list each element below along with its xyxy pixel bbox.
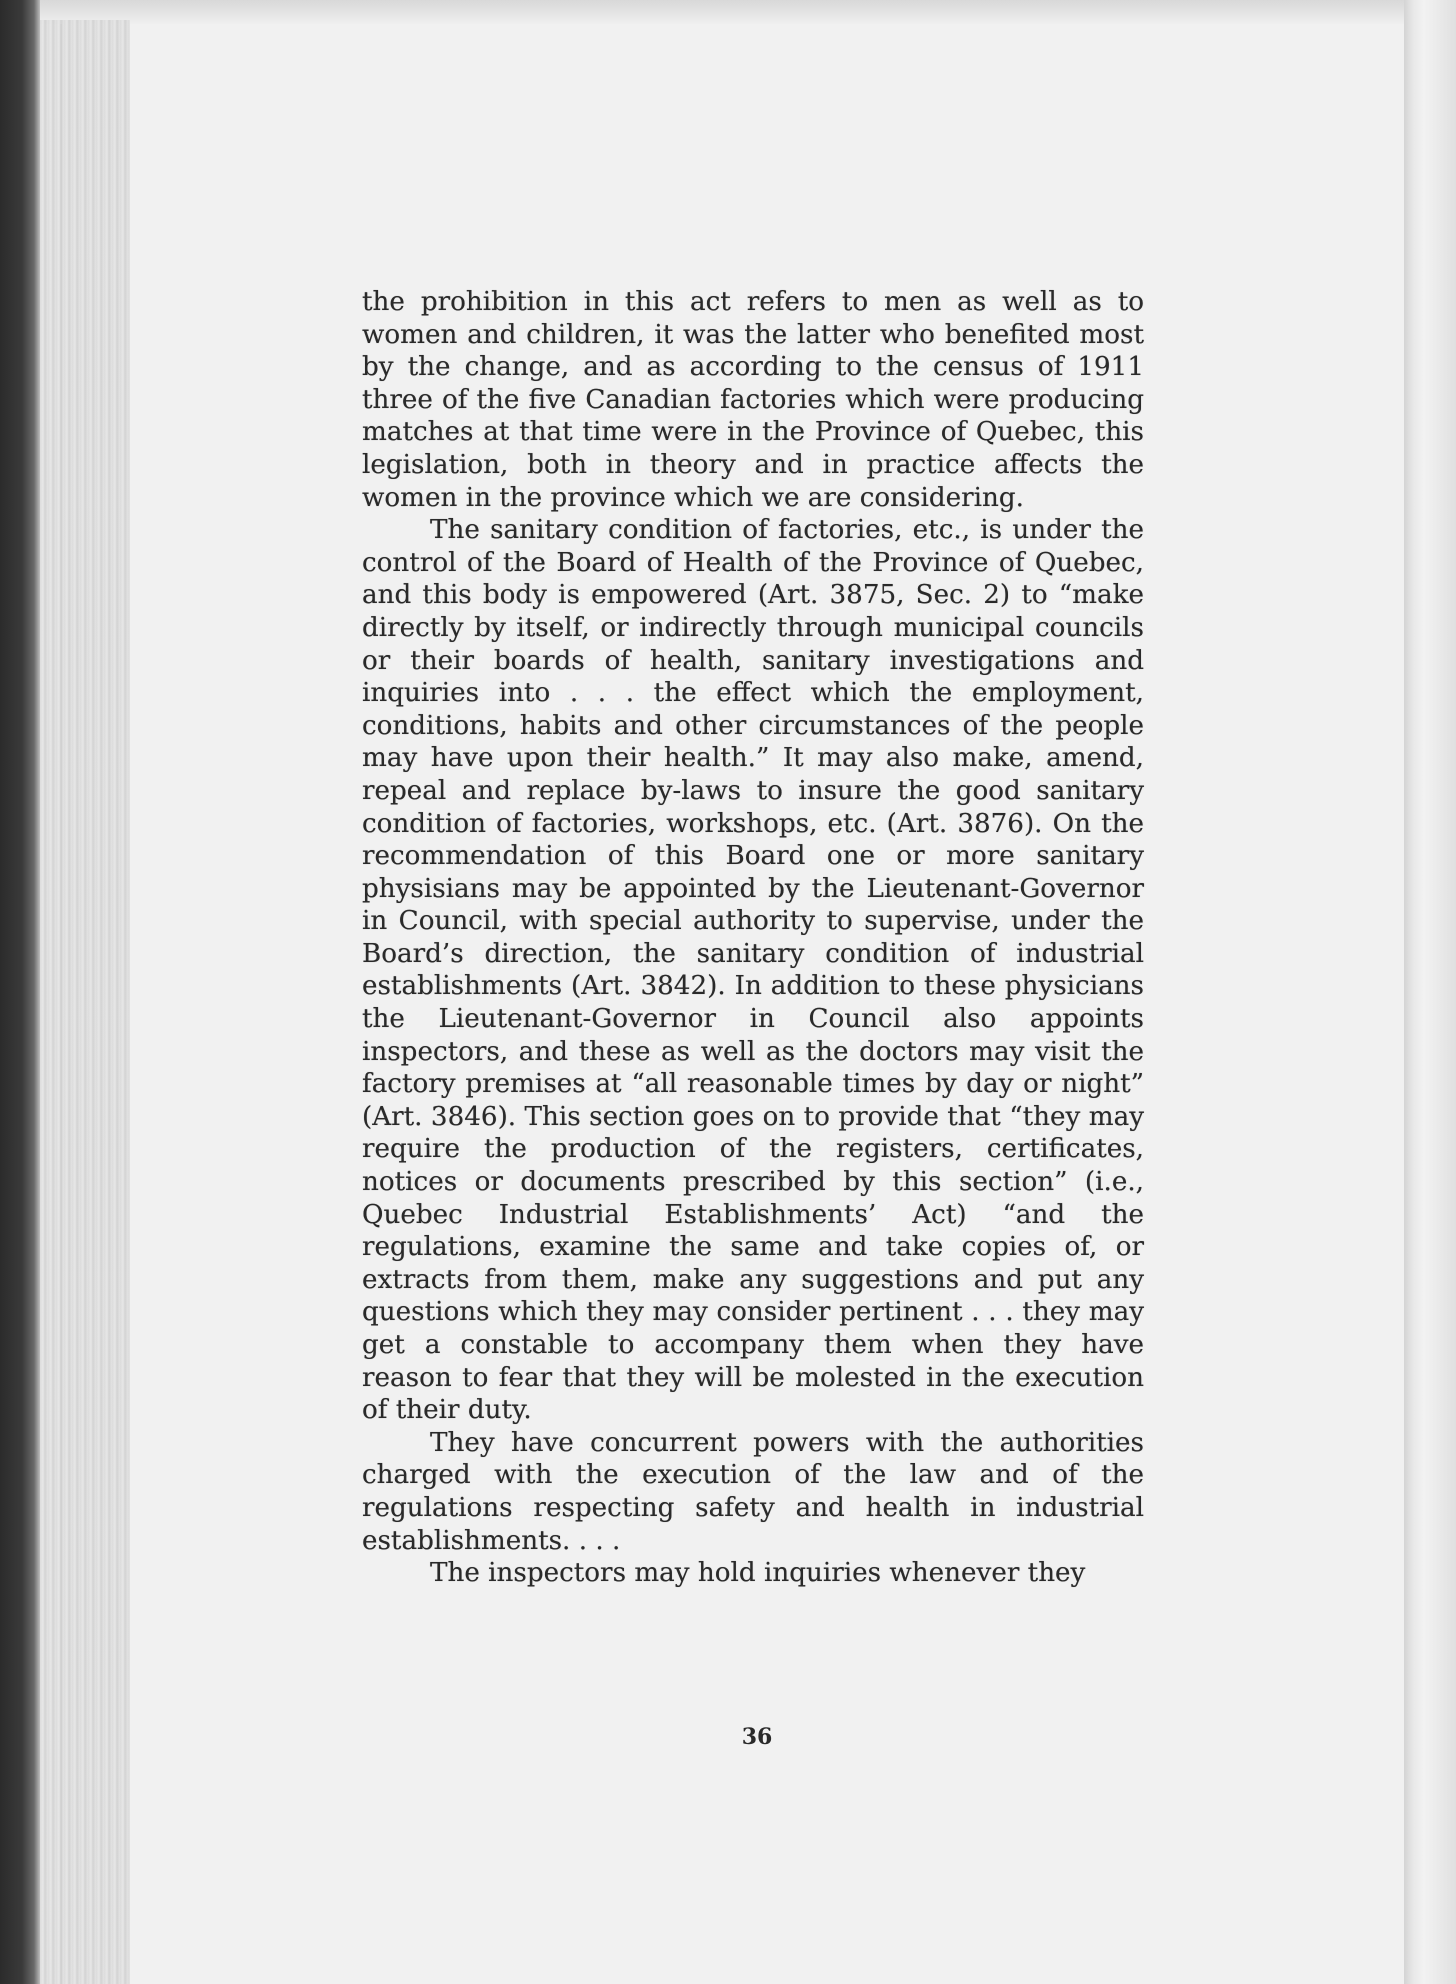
- paragraph-sanitary-condition: The sanitary condition of factories, etc., is under the control of the Board of Health of the Province of Quebec, and this body is empowered (Art. 3875, Sec. 2) to “make directly by itself, or indirectly through municipal councils or their boards of health, sanitary investigations and inquiries into . . . the effect which the employment, conditions, habits and other circumstances of the people may have upon their health.” It may also make, amend, repeal and replace by-laws to insure the good sanitary condition of factories, workshops, etc. (Art. 3876). On the recommendation of this Board one or more sanitary physisians may be appointed by the Lieutenant-Governor in Council, with special authority to supervise, under the Board’s direction, the sanitary condition of industrial establishments (Art. 3842). In addition to these physicians the Lieutenant-Governor in Council also appoints inspectors, and these as well as the doctors may visit the factory premises at “all reasonable times by day or night” (Art. 3846). This section goes on to provide that “they may require the production of the registers, certificates, notices or documents prescribed by this section” (i.e., Quebec Industrial Establishments’ Act) “and the regulations, examine the same and take copies of, or extracts from them, make any suggestions and put any questions which they may consider pertinent . . . they may get a constable to accompany them when they have reason to fear that they will be molested in the execution of their duty.: [362, 515, 1144, 1426]
- page-stack-edge: [40, 20, 130, 1984]
- page-number: 36: [741, 1724, 773, 1750]
- paragraph-inspectors: The inspectors may hold inquiries whenever they: [430, 1558, 1086, 1589]
- binding-edge: [1404, 0, 1456, 1984]
- body-text: [362, 286, 1144, 1590]
- paragraph-concurrent-powers: They have concurrent powers with the authorities charged with the execution of the law and of the regulations respecting safety and health in industrial establishments. . . .: [362, 1427, 1144, 1556]
- top-shadow: [40, 0, 1456, 24]
- paragraph-continued: the prohibition in this act refers to men as well as to women and children, it was the latter who benefited most by the change, and as according to the census of 1911 three of the five Canadian factories which were producing matches at that time were in the Province of Quebec, this legislation, both in theory and in practice affects the women in the province which we are considering.: [362, 287, 1144, 513]
- book-cover-edge: [0, 0, 40, 1984]
